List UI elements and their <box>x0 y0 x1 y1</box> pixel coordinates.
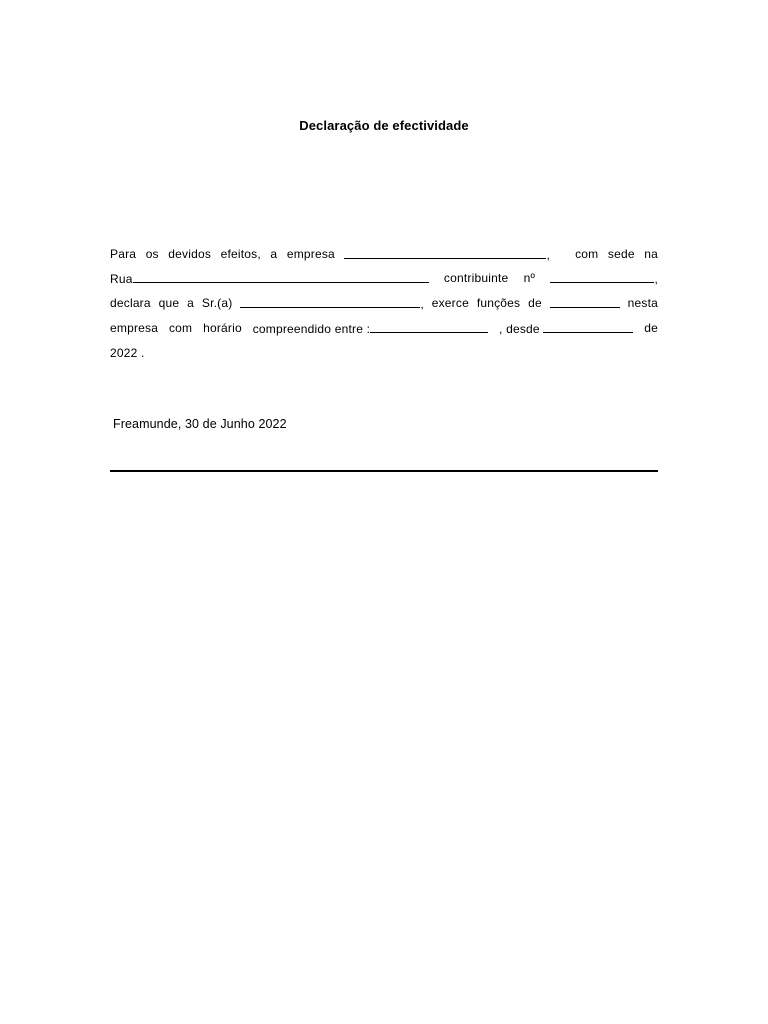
place-and-date: Freamunde, 30 de Junho 2022 <box>113 417 287 431</box>
signature-line <box>110 470 658 472</box>
function-blank <box>550 296 620 308</box>
street-field <box>110 271 429 286</box>
word: que <box>158 296 180 310</box>
fill-in-line <box>344 247 546 259</box>
paragraph-line-1 <box>110 247 658 262</box>
word: nesta <box>627 296 658 310</box>
word: efeitos, <box>220 247 261 261</box>
word: nº <box>523 271 536 285</box>
fill-in-line <box>133 271 429 283</box>
word: 2022 . <box>110 346 145 360</box>
word: Para <box>110 247 137 261</box>
word: Sr.(a) <box>201 296 233 310</box>
document-title: Declaração de efectividade <box>299 118 469 133</box>
employee-blank <box>240 296 424 311</box>
since-field <box>499 321 633 336</box>
word: a <box>270 247 278 261</box>
paragraph-line-5 <box>110 346 658 360</box>
word: entre : <box>334 322 371 336</box>
word: desde <box>506 322 540 336</box>
word: de <box>528 296 542 310</box>
word: horário <box>203 321 242 335</box>
blank-suffix: , <box>420 297 424 311</box>
word: com <box>575 247 599 261</box>
word: funções <box>476 296 521 310</box>
blank-suffix: , <box>546 248 550 262</box>
word: sede <box>607 247 635 261</box>
company-blank <box>344 247 550 262</box>
word: devidos <box>168 247 212 261</box>
fill-in-line <box>240 296 420 308</box>
paragraph-line-3 <box>110 296 658 311</box>
fill-in-line <box>550 271 654 283</box>
word: declara <box>110 296 151 310</box>
schedule-field <box>253 321 488 336</box>
fill-in-line <box>370 321 488 333</box>
word: os <box>145 247 159 261</box>
word: exerce <box>431 296 469 310</box>
word: a <box>187 296 195 310</box>
word: com <box>168 321 193 335</box>
word: contribuinte <box>443 271 509 285</box>
word: empresa <box>286 247 335 261</box>
word: empresa <box>110 321 159 335</box>
word: compreendido <box>252 322 332 336</box>
word: na <box>644 247 658 261</box>
paragraph-line-2 <box>110 271 658 286</box>
word: , <box>499 322 503 336</box>
word: Rua <box>110 272 133 286</box>
blank-suffix: , <box>654 272 658 286</box>
word: de <box>644 321 658 335</box>
fill-in-line <box>543 321 633 333</box>
taxpayer-blank <box>550 271 658 286</box>
paragraph-line-4 <box>110 321 658 336</box>
